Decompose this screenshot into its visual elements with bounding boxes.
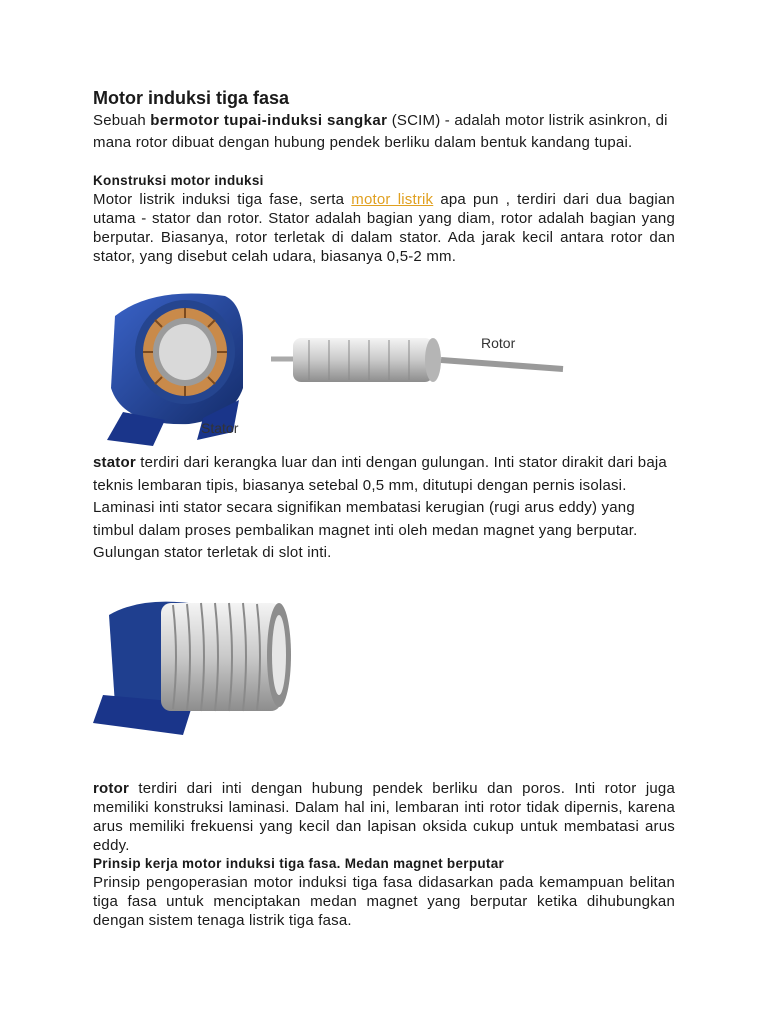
stator-rotor-figure: [93, 280, 675, 452]
stator-rotor-illustration: [93, 280, 675, 452]
rotor-label: Rotor: [481, 335, 516, 351]
stator-term: stator: [93, 454, 136, 471]
rotor-image: [271, 338, 563, 382]
construction-paragraph: [93, 190, 675, 266]
principle-paragraph: Prinsip pengoperasian motor induksi tiga fasa didasarkan pada kemampuan belitan tiga fasa untuk menciptakan medan magnet yang berputar ketika dihubungkan dengan sistem tenaga listrik tiga fasa.: [93, 873, 675, 929]
construction-text-b: apa pun , terdiri dari dua bagian utama - stator dan rotor. Stator adalah bagian yang diam, rotor adalah bagian yang berputar. Biasanya, rotor terletak di dalam stator. Ada jarak kecil antara rotor dan stator, yang disebut celah udara, biasanya 0,5-2 mm.: [93, 191, 675, 265]
intro-paragraph: [93, 110, 675, 154]
page-title: Motor induksi tiga fasa: [93, 88, 290, 108]
rotor-paragraph: [93, 779, 675, 855]
intro-prefix: Sebuah: [93, 112, 151, 129]
motor-listrik-link[interactable]: motor listrik: [351, 191, 434, 208]
assembled-motor-illustration: [93, 585, 675, 755]
assembled-motor-figure: [93, 585, 675, 755]
stator-label: Stator: [201, 420, 239, 436]
document-page: [93, 86, 675, 930]
assembled-motor-image: [93, 601, 291, 734]
rotor-text: terdiri dari inti dengan hubung pendek berliku dan poros. Inti rotor juga memiliki konstruksi laminasi. Dalam hal ini, lembaran inti rotor tidak dipernis, karena arus memiliki frekuensi yang kecil dan lapisan oksida cukup untuk membatasi arus eddy.: [93, 779, 675, 854]
intro-rest: (SCIM) - adalah motor listrik asinkron, di mana rotor dibuat dengan hubung pendek berliku dalam bentuk kandang tupai.: [93, 112, 668, 151]
intro-bold-term: bermotor tupai-induksi sangkar: [150, 112, 388, 129]
construction-text-a: Motor listrik induksi tiga fase, serta: [93, 191, 352, 208]
section-heading-construction: Konstruksi motor induksi: [93, 173, 264, 188]
section-heading-principle: Prinsip kerja motor induksi tiga fasa. Medan magnet berputar: [93, 855, 505, 871]
rotor-term: rotor: [93, 779, 129, 797]
stator-text: terdiri dari kerangka luar dan inti dengan gulungan. Inti stator dirakit dari baja teknis lembaran tipis, biasanya setebal 0,5 mm, ditutupi dengan pernis isolasi. Laminasi inti stator secara signifikan membatasi kerugian (rugi arus eddy) yang timbul dalam proses pembalikan magnet inti oleh medan magnet yang berputar. Gulungan stator terletak di slot inti.: [93, 454, 667, 561]
stator-paragraph: [93, 452, 675, 565]
